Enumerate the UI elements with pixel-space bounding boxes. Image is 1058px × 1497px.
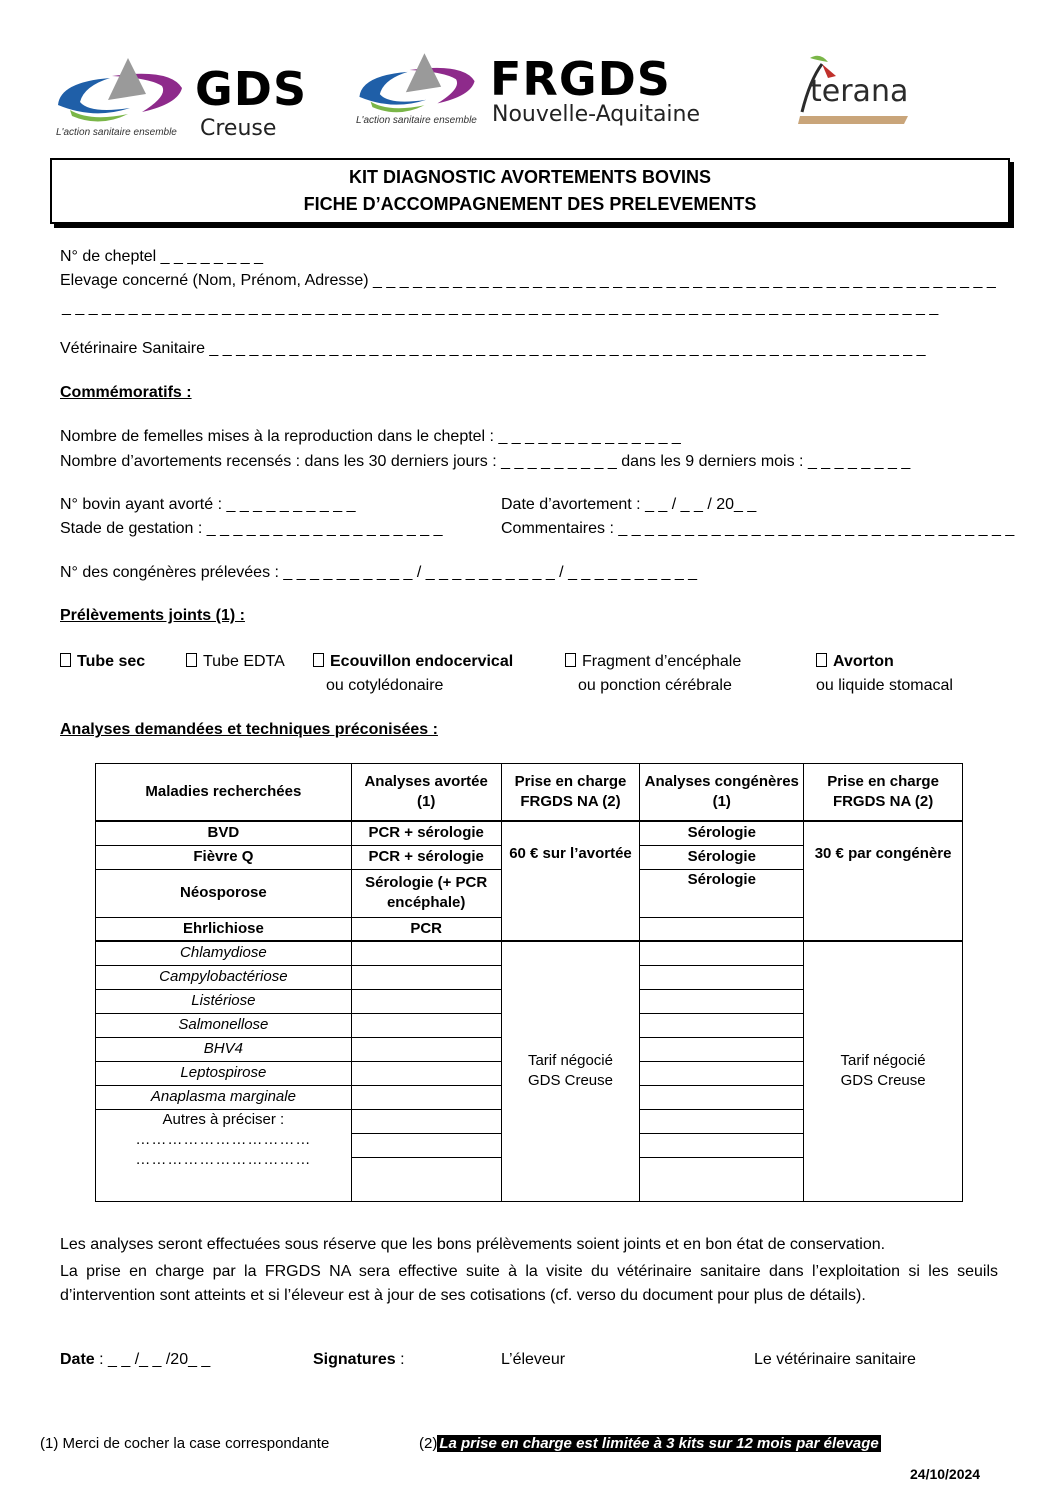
analyse-avortee-cell[interactable]: PCR + sérologie bbox=[351, 845, 501, 869]
gds-swoosh-icon bbox=[50, 50, 190, 130]
avortements-field[interactable]: Nombre d’avortements recensés : dans les 30 derniers jours : _ _ _ _ _ _ _ _ _ dans les 9 derniers mois : _ _ _ _ _ _ _ _ bbox=[60, 453, 911, 470]
prise-congeneres-cell-2: Tarif négocié GDS Creuse bbox=[804, 941, 963, 1201]
date-value: : _ _ /_ _ /20_ _ bbox=[94, 1351, 211, 1368]
analyse-avortee-cell[interactable]: Sérologie (+ PCR encéphale) bbox=[351, 869, 501, 917]
analyse-congeneres-cell[interactable] bbox=[640, 989, 804, 1013]
analyse-avortee-cell[interactable] bbox=[351, 1085, 501, 1109]
prelevement-ecouvillon-line2: ou cotylédonaire bbox=[326, 677, 444, 694]
footer-date: 24/10/2024 bbox=[910, 1466, 981, 1482]
congeneres-field[interactable]: N° des congénères prélevées : _ _ _ _ _ _ _ _ _ _ / _ _ _ _ _ _ _ _ _ _ / _ _ _ _ _ _ _ _ _ _ bbox=[60, 564, 698, 581]
footer-note-2-prefix: (2) bbox=[419, 1435, 438, 1452]
prelevement-fragment[interactable] bbox=[565, 653, 741, 671]
analyse-avortee-cell[interactable] bbox=[351, 941, 501, 965]
analyse-avortee-cell[interactable] bbox=[351, 1013, 501, 1037]
analyse-avortee-cell[interactable] bbox=[351, 965, 501, 989]
analyse-congeneres-cell[interactable] bbox=[640, 917, 804, 941]
date-label: Date bbox=[60, 1351, 95, 1368]
footer-note-2 bbox=[419, 1435, 881, 1452]
checkbox[interactable] bbox=[186, 653, 197, 667]
signatures-label: Signatures bbox=[313, 1351, 396, 1368]
gds-logo-tagline: L'action sanitaire ensemble bbox=[56, 127, 177, 138]
checkbox[interactable] bbox=[60, 653, 71, 667]
prise-avortee-cell: 60 € sur l’avortée bbox=[501, 821, 640, 941]
title-line-2: FICHE D’ACCOMPAGNEMENT DES PRELEVEMENTS bbox=[303, 194, 757, 214]
maladie-cell: Salmonellose bbox=[96, 1013, 352, 1037]
maladie-cell: Anaplasma marginale bbox=[96, 1085, 352, 1109]
header-maladies: Maladies recherchées bbox=[96, 764, 352, 822]
elevage-field-line2[interactable]: _ _ _ _ _ _ _ _ _ _ _ _ _ _ _ _ _ _ _ _ _ _ _ _ _ _ _ _ _ _ _ _ _ _ _ _ _ _ _ _ _ _ _ _ _ _ _ _ _ _ _ _ _ _ _ _ _ _ _ _ _ _ _ _ _ _ bbox=[62, 299, 939, 316]
analyse-avortee-cell[interactable] bbox=[351, 1157, 501, 1201]
eleveur-signature[interactable]: L’éleveur bbox=[501, 1351, 566, 1368]
commemoratifs-heading: Commémoratifs : bbox=[60, 384, 192, 401]
femelles-field[interactable]: Nombre de femelles mises à la reproduction dans le cheptel : _ _ _ _ _ _ _ _ _ _ _ _ _ _ bbox=[60, 428, 681, 445]
footer-note-2-text: La prise en charge est limitée à 3 kits sur 12 mois par élevage bbox=[439, 1435, 879, 1452]
signatures-colon: : bbox=[395, 1351, 405, 1368]
logo-frgds bbox=[352, 38, 702, 138]
analyse-avortee-cell[interactable] bbox=[351, 1133, 501, 1157]
prelevement-label: Ecouvillon endocervical bbox=[330, 653, 514, 670]
note-paragraph-1: Les analyses seront effectuées sous réserve que les bons prélèvements soient joints et en bon état de conservation. bbox=[60, 1236, 886, 1253]
analyse-congeneres-cell[interactable]: Sérologie bbox=[640, 821, 804, 845]
veterinaire-field[interactable]: Vétérinaire Sanitaire _ _ _ _ _ _ _ _ _ _ _ _ _ _ _ _ _ _ _ _ _ _ _ _ _ _ _ _ _ _ _ _ _ _ _ _ _ _ _ _ _ _ _ _ _ _ _ _ _ _ _ _ _ _ bbox=[60, 340, 926, 357]
header-analyses-avortee: Analyses avortée (1) bbox=[351, 764, 501, 822]
header-analyses-congeneres: Analyses congénères (1) bbox=[640, 764, 804, 822]
maladie-cell: Listériose bbox=[96, 989, 352, 1013]
maladie-cell: Néosporose bbox=[96, 869, 352, 917]
table-row bbox=[96, 941, 963, 965]
analyse-congeneres-cell[interactable] bbox=[640, 941, 804, 965]
frgds-logo-tagline: L'action sanitaire ensemble bbox=[356, 115, 477, 126]
prise-congeneres-cell: 30 € par congénère bbox=[804, 821, 963, 941]
analyse-congeneres-cell[interactable] bbox=[640, 1109, 804, 1133]
autres-cell[interactable] bbox=[96, 1109, 352, 1201]
prelevement-fragment-line2: ou ponction cérébrale bbox=[578, 677, 732, 694]
date-signature-field[interactable] bbox=[60, 1351, 210, 1369]
gds-logo-sub: Creuse bbox=[200, 116, 277, 141]
frgds-logo-name: FRGDS bbox=[490, 52, 671, 106]
header-prise-congeneres: Prise en charge FRGDS NA (2) bbox=[804, 764, 963, 822]
analyse-avortee-cell[interactable]: PCR + sérologie bbox=[351, 821, 501, 845]
prelevement-avorton-line2: ou liquide stomacal bbox=[816, 677, 953, 694]
maladie-cell: Ehrlichiose bbox=[96, 917, 352, 941]
frgds-swoosh-icon bbox=[352, 44, 482, 122]
title-line-1: KIT DIAGNOSTIC AVORTEMENTS BOVINS bbox=[348, 167, 711, 187]
prelevements-heading: Prélèvements joints (1) : bbox=[60, 607, 245, 624]
maladie-cell: Fièvre Q bbox=[96, 845, 352, 869]
footer-note-1: (1) Merci de cocher la case correspondante bbox=[40, 1435, 330, 1452]
bovin-field[interactable]: N° bovin ayant avorté : _ _ _ _ _ _ _ _ _ _ bbox=[60, 496, 356, 513]
prelevement-label: Tube sec bbox=[77, 653, 146, 670]
analyse-avortee-cell[interactable] bbox=[351, 1037, 501, 1061]
header-prise-avortee: Prise en charge FRGDS NA (2) bbox=[501, 764, 640, 822]
analyses-heading: Analyses demandées et techniques préconisées : bbox=[60, 721, 438, 738]
autres-dots-2[interactable]: …………………………… bbox=[135, 1150, 312, 1168]
prelevement-avorton[interactable] bbox=[816, 653, 894, 671]
maladie-cell: Chlamydiose bbox=[96, 941, 352, 965]
analyse-congeneres-cell[interactable] bbox=[640, 965, 804, 989]
terana-logo-name: terana bbox=[810, 74, 909, 109]
analyse-avortee-cell[interactable] bbox=[351, 1109, 501, 1133]
analyse-congeneres-cell[interactable]: Sérologie bbox=[640, 845, 804, 869]
autres-dots-1[interactable]: …………………………… bbox=[135, 1130, 312, 1148]
analyse-congeneres-cell[interactable]: Sérologie bbox=[640, 869, 804, 917]
elevage-field[interactable]: Elevage concerné (Nom, Prénom, Adresse) _ _ _ _ _ _ _ _ _ _ _ _ _ _ _ _ _ _ _ _ _ _ _ _ _ _ _ _ _ _ _ _ _ _ _ _ _ _ _ _ _ _ _ _ _ _ _ bbox=[60, 272, 996, 289]
signatures-label-group bbox=[313, 1351, 405, 1369]
prelevement-label: Fragment d’encéphale bbox=[582, 653, 742, 670]
analyse-congeneres-cell[interactable] bbox=[640, 1037, 804, 1061]
table-header-row bbox=[96, 764, 963, 822]
analyses-table bbox=[95, 763, 963, 1202]
veterinaire-signature[interactable]: Le vétérinaire sanitaire bbox=[754, 1351, 916, 1368]
analyse-avortee-cell[interactable] bbox=[351, 989, 501, 1013]
table-row bbox=[96, 821, 963, 845]
analyse-congeneres-cell[interactable] bbox=[640, 1013, 804, 1037]
checkbox[interactable] bbox=[565, 653, 576, 667]
maladie-cell: Leptospirose bbox=[96, 1061, 352, 1085]
note-paragraph-2: La prise en charge par la FRGDS NA sera effective suite à la visite du vétérinaire sanitaire dans l’exploitation si les seuils d’intervention sont atteints et si l’éleveur est à jour de ses cotisations (cf. verso du document pour plus de détails). bbox=[60, 1263, 998, 1304]
prelevement-ecouvillon[interactable] bbox=[313, 653, 513, 671]
autres-label: Autres à préciser : bbox=[162, 1110, 285, 1128]
logo-gds-creuse bbox=[50, 40, 330, 145]
title-box bbox=[50, 158, 1010, 224]
gds-logo-name: GDS bbox=[195, 62, 308, 116]
analyse-congeneres-cell[interactable] bbox=[640, 1133, 804, 1157]
maladie-cell: BHV4 bbox=[96, 1037, 352, 1061]
analyse-avortee-cell[interactable]: PCR bbox=[351, 917, 501, 941]
analyse-congeneres-cell[interactable] bbox=[640, 1061, 804, 1085]
date-avortement-field[interactable]: Date d’avortement : _ _ / _ _ / 20_ _ bbox=[501, 496, 757, 513]
analyse-congeneres-cell[interactable] bbox=[640, 1157, 804, 1201]
prelevement-label: Avorton bbox=[833, 653, 894, 670]
logo-terana bbox=[780, 50, 925, 130]
analyse-congeneres-cell[interactable] bbox=[640, 1085, 804, 1109]
cheptel-field[interactable]: N° de cheptel _ _ _ _ _ _ _ _ bbox=[60, 248, 263, 265]
frgds-logo-sub: Nouvelle-Aquitaine bbox=[492, 102, 701, 127]
checkbox[interactable] bbox=[313, 653, 324, 667]
stade-field[interactable]: Stade de gestation : _ _ _ _ _ _ _ _ _ _ _ _ _ _ _ _ _ _ bbox=[60, 520, 443, 537]
maladie-cell: BVD bbox=[96, 821, 352, 845]
checkbox[interactable] bbox=[816, 653, 827, 667]
commentaires-field[interactable]: Commentaires : _ _ _ _ _ _ _ _ _ _ _ _ _ _ _ _ _ _ _ _ _ _ _ _ _ _ _ _ _ _ bbox=[501, 520, 1015, 537]
prelevement-tube-sec[interactable] bbox=[60, 653, 145, 671]
prelevement-label: Tube EDTA bbox=[203, 653, 285, 670]
prelevement-tube-edta[interactable] bbox=[186, 653, 285, 671]
analyse-avortee-cell[interactable] bbox=[351, 1061, 501, 1085]
prise-avortee-cell-2: Tarif négocié GDS Creuse bbox=[501, 941, 640, 1201]
maladie-cell: Campylobactériose bbox=[96, 965, 352, 989]
